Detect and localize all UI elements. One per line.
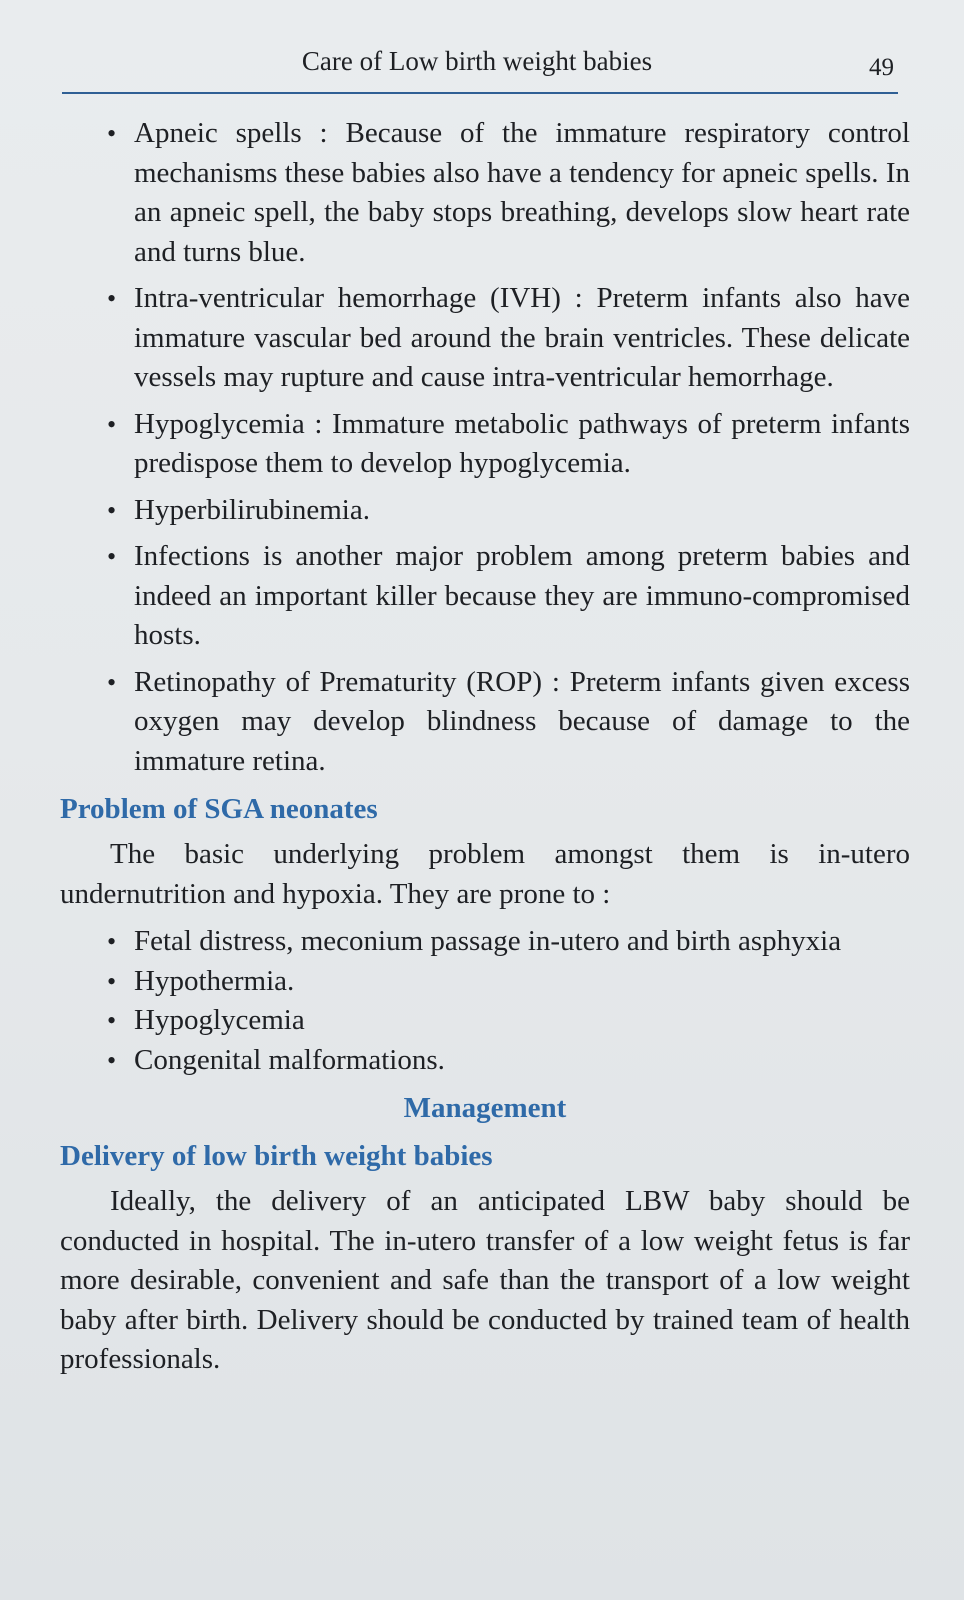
page-number: 49 [869, 54, 894, 81]
list-item: • Retinopathy of Prematurity (ROP) : Preterm infants given excess oxygen may develop blindness because of damage to the immature retina. [60, 663, 910, 782]
sga-heading: Problem of SGA neonates [60, 793, 378, 825]
list-item: • Hypothermia. [60, 962, 910, 1002]
list-item: • Hyperbilirubinemia. [60, 491, 910, 531]
header-rule [62, 92, 898, 94]
delivery-subheading: Delivery of low birth weight babies [60, 1140, 493, 1172]
list-item: • Fetal distress, meconium passage in-utero and birth asphyxia [60, 922, 910, 962]
list-item: • Infections is another major problem among preterm babies and indeed an important killer because they are immuno-compromised hosts. [60, 537, 910, 656]
running-title: Care of Low birth weight babies [301, 46, 653, 76]
page-content [60, 114, 910, 1388]
list-item: • Hypoglycemia : Immature metabolic pathways of preterm infants predispose them to develop hypoglycemia. [60, 405, 910, 484]
running-head [60, 46, 894, 92]
list-item: • Apneic spells : Because of the immature respiratory control mechanisms these babies also have a tendency for apneic spells. In an apneic spell, the baby stops breathing, develops slow heart rate and turns blue. [60, 114, 910, 272]
list-item: • Congenital malformations. [60, 1041, 910, 1081]
sga-intro: The basic underlying problem amongst them is in-utero undernutrition and hypoxia. They are prone to : [60, 838, 910, 910]
sga-problems-list [60, 922, 910, 1080]
delivery-paragraph: Ideally, the delivery of an anticipated LBW baby should be conducted in hospital. The in-utero transfer of a low weight fetus is far more desirable, convenient and safe than the transport of a low weight baby after birth. Delivery should be conducted by trained team of health professionals. [60, 1185, 910, 1375]
management-heading: Management [403, 1092, 567, 1124]
preterm-problems-list [60, 114, 910, 781]
list-item: • Hypoglycemia [60, 1001, 910, 1041]
list-item: • Intra-ventricular hemorrhage (IVH) : Preterm infants also have immature vascular bed around the brain ventricles. These delicate vessels may rupture and cause intra-ventricular hemorrhage. [60, 279, 910, 398]
